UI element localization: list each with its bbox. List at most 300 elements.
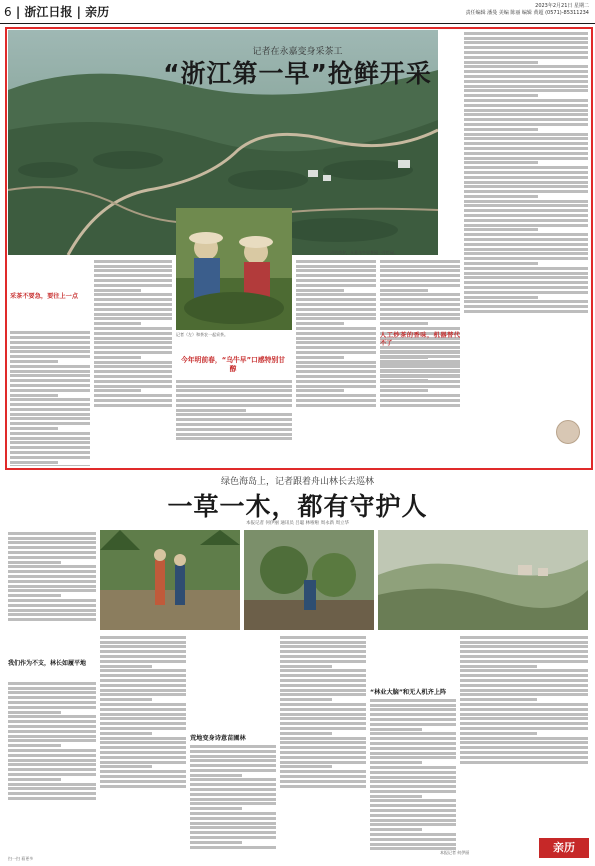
text-line: [94, 399, 172, 402]
text-line: [296, 293, 376, 296]
text-line: [370, 833, 456, 836]
text-line: [380, 360, 460, 363]
text-line: [190, 793, 276, 796]
text-line: [100, 636, 186, 639]
text-line: [464, 224, 588, 227]
text-line: [94, 370, 172, 373]
text-line: [464, 142, 588, 145]
text-line: [464, 89, 588, 92]
text-line: [380, 279, 460, 282]
text-line: [464, 214, 588, 217]
text-line: [8, 787, 96, 790]
text-line: [464, 104, 588, 107]
text-line: [280, 684, 366, 687]
text-line: [370, 838, 456, 841]
text-line: [190, 750, 276, 753]
text-line: [296, 346, 376, 349]
text-line: [280, 780, 366, 783]
text-line: [176, 428, 292, 431]
text-line: [8, 599, 96, 602]
text-line: [296, 274, 376, 277]
text-line: [296, 269, 376, 272]
text-line: [10, 461, 58, 464]
text-line: [370, 699, 456, 702]
article1-subhead-2: 人工炒茶的香味，机器替代不了: [380, 332, 460, 347]
text-line: [100, 765, 152, 768]
text-line: [8, 701, 96, 704]
text-line: [280, 679, 366, 682]
text-line: [464, 65, 588, 68]
text-line: [10, 394, 58, 397]
text-line: [8, 739, 96, 742]
text-line: [100, 689, 186, 692]
text-line: [280, 737, 366, 740]
article2-col4: [280, 634, 366, 850]
text-line: [464, 243, 588, 246]
text-line: [296, 317, 376, 320]
text-line: [464, 166, 588, 169]
masthead-meta: [466, 3, 589, 17]
text-line: [464, 32, 588, 35]
text-line: [296, 265, 376, 268]
footer-left-note: 扫一扫 看更多: [8, 856, 34, 861]
text-line: [8, 551, 96, 554]
text-line: [190, 831, 276, 834]
text-line: [100, 684, 186, 687]
text-line: [176, 437, 292, 440]
text-line: [280, 703, 366, 706]
text-line: [10, 427, 58, 430]
text-line: [380, 394, 460, 397]
article2-col3: [190, 634, 276, 850]
text-line: [8, 768, 96, 771]
text-line: [370, 728, 422, 731]
text-line: [464, 56, 588, 59]
article2-kicker: 绿色海岛上，记者跟着舟山林长去巡林: [220, 477, 374, 487]
article2-byline: 本报记者 何伊丽 通讯员 吕聪 林啦啦 周永新 周立华: [245, 521, 350, 526]
pull-quote: 今年明前春，“乌牛早”口感特别甘醇: [180, 356, 286, 373]
text-line: [190, 841, 242, 844]
text-line: [460, 756, 588, 759]
text-line: [8, 570, 96, 573]
text-line: [280, 689, 366, 692]
article2-col1b: [8, 680, 96, 850]
text-line: [8, 546, 96, 549]
text-line: [460, 689, 588, 692]
text-line: [190, 826, 276, 829]
text-line: [8, 691, 96, 694]
text-line: [8, 792, 96, 795]
text-line: [100, 708, 186, 711]
text-line: [100, 727, 186, 730]
text-line: [280, 751, 366, 754]
text-line: [280, 713, 366, 716]
text-line: [8, 715, 96, 718]
text-line: [8, 604, 96, 607]
text-line: [8, 696, 96, 699]
text-line: [380, 369, 460, 372]
text-line: [8, 744, 61, 747]
text-line: [370, 708, 456, 711]
text-line: [190, 783, 276, 786]
text-line: [296, 298, 376, 301]
text-line: [460, 737, 588, 740]
text-line: [176, 423, 292, 426]
text-line: [10, 451, 90, 454]
article1-col5b: [380, 330, 460, 380]
text-line: [100, 741, 186, 744]
text-line: [10, 403, 90, 406]
text-line: [100, 775, 186, 778]
text-line: [176, 418, 292, 421]
text-line: [10, 437, 90, 440]
text-line: [176, 413, 292, 416]
text-line: [10, 365, 90, 368]
text-line: [94, 308, 172, 311]
text-line: [380, 269, 460, 272]
article1-col3: [176, 378, 292, 466]
text-line: [8, 759, 96, 762]
text-line: [8, 575, 96, 578]
text-line: [464, 61, 538, 64]
text-line: [460, 703, 588, 706]
text-line: [10, 389, 90, 392]
text-line: [464, 171, 588, 174]
text-line: [100, 746, 186, 749]
text-line: [10, 408, 90, 411]
body-text-lines: [176, 380, 292, 441]
text-line: [190, 802, 276, 805]
text-line: [10, 379, 90, 382]
text-line: [464, 99, 588, 102]
text-line: [460, 746, 588, 749]
text-line: [464, 296, 538, 299]
text-line: [370, 795, 422, 798]
text-line: [100, 650, 186, 653]
text-line: [280, 708, 366, 711]
text-line: [296, 375, 376, 378]
text-line: [464, 204, 588, 207]
text-line: [94, 284, 172, 287]
body-text-lines: [94, 260, 172, 407]
text-line: [94, 289, 141, 292]
text-line: [296, 313, 376, 316]
text-line: [280, 650, 366, 653]
text-line: [100, 761, 186, 764]
body-text-lines: [190, 745, 276, 850]
text-line: [464, 200, 588, 203]
text-line: [464, 113, 588, 116]
text-line: [296, 279, 376, 282]
text-line: [464, 75, 588, 78]
text-line: [464, 94, 538, 97]
text-line: [464, 185, 588, 188]
article2-subhead-3: 荒地变身诗意苗圃林: [190, 734, 246, 742]
text-line: [280, 785, 366, 788]
text-line: [380, 289, 428, 292]
text-line: [8, 749, 96, 752]
text-line: [94, 332, 172, 335]
text-line: [464, 147, 588, 150]
text-line: [8, 541, 96, 544]
text-line: [10, 432, 90, 435]
text-line: [380, 274, 460, 277]
tea-picking-photo: [176, 208, 292, 330]
issue-date: 2023年2月21日 星期二: [535, 3, 589, 9]
text-line: [10, 456, 90, 459]
text-line: [280, 669, 366, 672]
text-line: [380, 404, 460, 407]
text-line: [100, 751, 186, 754]
text-line: [190, 798, 276, 801]
text-line: [380, 355, 460, 358]
article1-col6: [464, 30, 588, 420]
text-line: [100, 641, 186, 644]
text-line: [464, 152, 588, 155]
text-line: [8, 763, 96, 766]
text-line: [10, 346, 90, 349]
body-text-lines: [460, 636, 588, 764]
article1-subhead-1: 采茶不要急，要往上一点: [10, 292, 79, 300]
text-line: [8, 609, 96, 612]
text-line: [460, 732, 537, 735]
text-line: [464, 85, 588, 88]
text-line: [296, 370, 376, 373]
text-line: [94, 394, 172, 397]
text-line: [464, 233, 588, 236]
text-line: [10, 422, 90, 425]
text-line: [296, 337, 376, 340]
text-line: [296, 284, 376, 287]
section-name: 亲历: [85, 5, 110, 19]
article2-col2: [100, 634, 186, 850]
text-line: [100, 674, 186, 677]
text-line: [464, 267, 588, 270]
text-line: [296, 308, 376, 311]
text-line: [8, 556, 96, 559]
text-line: [280, 698, 332, 701]
text-line: [460, 636, 588, 639]
text-line: [296, 332, 376, 335]
text-line: [8, 797, 96, 800]
footer-author: 本报记者 何伊丽: [440, 850, 470, 855]
text-line: [280, 645, 366, 648]
text-line: [464, 137, 588, 140]
text-line: [8, 720, 96, 723]
section-logo: 亲历: [539, 838, 589, 858]
text-line: [464, 305, 588, 308]
text-line: [460, 641, 588, 644]
text-line: [380, 389, 428, 392]
text-line: [94, 313, 172, 316]
text-line: [280, 761, 366, 764]
text-line: [10, 336, 90, 339]
text-line: [94, 346, 172, 349]
text-line: [370, 742, 456, 745]
page-header: 6 | 浙江日报 | 亲历: [4, 5, 110, 19]
text-line: [464, 190, 588, 193]
text-line: [100, 655, 186, 658]
text-line: [460, 650, 588, 653]
text-line: [100, 660, 186, 663]
text-line: [94, 341, 172, 344]
text-line: [100, 698, 152, 701]
text-line: [94, 356, 141, 359]
text-line: [100, 737, 186, 740]
text-line: [464, 310, 588, 313]
text-line: [380, 380, 460, 383]
text-line: [460, 761, 588, 764]
text-line: [100, 665, 152, 668]
text-line: [280, 674, 366, 677]
text-line: [370, 790, 456, 793]
text-line: [100, 703, 186, 706]
text-line: [464, 118, 588, 121]
article1-title: “浙江第一早”抢鲜开采: [163, 59, 432, 88]
body-text-lines: [280, 636, 366, 788]
text-line: [370, 804, 456, 807]
text-line: [296, 341, 376, 344]
text-line: [380, 350, 460, 353]
text-line: [100, 722, 186, 725]
text-line: [380, 284, 460, 287]
text-line: [176, 433, 292, 436]
text-line: [190, 755, 276, 758]
text-line: [190, 807, 242, 810]
forest-photo-1: [100, 530, 240, 630]
text-line: [464, 161, 538, 164]
text-line: [380, 322, 428, 325]
text-line: [10, 355, 90, 358]
text-line: [190, 778, 276, 781]
text-line: [10, 370, 90, 373]
text-line: [8, 706, 96, 709]
article2-title: 一草一木，都有守护人: [167, 492, 428, 521]
text-line: [8, 730, 96, 733]
text-line: [176, 385, 292, 388]
text-line: [464, 291, 588, 294]
text-line: [460, 708, 588, 711]
text-line: [94, 365, 172, 368]
phone-number: (0571)-85311234: [545, 10, 589, 16]
text-line: [370, 756, 456, 759]
text-line: [10, 446, 90, 449]
text-line: [296, 260, 376, 263]
text-line: [380, 308, 460, 311]
text-line: [190, 764, 276, 767]
text-line: [190, 759, 276, 762]
text-line: [370, 737, 456, 740]
text-line: [100, 679, 186, 682]
text-line: [100, 693, 186, 696]
text-line: [10, 441, 90, 444]
text-line: [464, 46, 588, 49]
text-line: [460, 665, 537, 668]
text-line: [460, 669, 588, 672]
text-line: [370, 713, 456, 716]
text-line: [280, 765, 332, 768]
text-line: [280, 722, 366, 725]
text-line: [280, 655, 366, 658]
text-line: [176, 399, 292, 402]
text-line: [176, 380, 292, 383]
text-line: [380, 303, 460, 306]
text-line: [280, 693, 366, 696]
text-line: [370, 819, 456, 822]
text-line: [8, 594, 61, 597]
text-line: [280, 641, 366, 644]
text-line: [100, 645, 186, 648]
text-line: [190, 822, 276, 825]
body-text-lines: [8, 532, 96, 621]
article1-col4: [296, 258, 376, 466]
text-line: [280, 746, 366, 749]
text-line: [464, 133, 588, 136]
text-line: [94, 337, 172, 340]
article2-col6: [460, 634, 588, 814]
text-line: [464, 257, 588, 260]
text-line: [280, 660, 366, 663]
text-line: [460, 674, 588, 677]
text-line: [8, 561, 61, 564]
text-line: [460, 655, 588, 658]
text-line: [100, 713, 186, 716]
text-line: [380, 379, 428, 380]
text-line: [464, 157, 588, 160]
text-line: [296, 361, 376, 364]
text-line: [370, 771, 456, 774]
text-line: [380, 364, 460, 367]
body-text-lines: [370, 699, 456, 850]
text-line: [8, 532, 96, 535]
text-line: [464, 195, 538, 198]
text-line: [10, 374, 90, 377]
article2-subhead-2: “林业大脑”和无人机齐上阵: [370, 688, 447, 696]
text-line: [464, 80, 588, 83]
text-line: [464, 252, 588, 255]
article2-subhead-1: 我们作为不支，林长如履平地: [8, 660, 87, 667]
text-line: [8, 773, 96, 776]
body-text-lines: [296, 260, 376, 407]
text-line: [296, 303, 376, 306]
text-line: [8, 618, 96, 621]
article1-col1: [10, 258, 90, 466]
text-line: [460, 693, 588, 696]
text-line: [464, 276, 588, 279]
text-line: [94, 404, 172, 407]
article1-kicker: 记者在永嘉变身采茶工: [252, 47, 343, 57]
text-line: [8, 589, 96, 592]
text-line: [460, 698, 537, 701]
text-line: [280, 717, 366, 720]
text-line: [94, 279, 172, 282]
text-line: [370, 799, 456, 802]
text-line: [296, 356, 344, 359]
text-line: [464, 176, 588, 179]
text-line: [380, 374, 460, 377]
text-line: [370, 732, 456, 735]
text-line: [8, 682, 96, 685]
text-line: [464, 286, 588, 289]
text-line: [94, 274, 172, 277]
text-line: [10, 360, 58, 363]
text-line: [190, 769, 276, 772]
text-line: [370, 747, 456, 750]
article2-col5: [370, 634, 456, 850]
forest-photo-3: [378, 530, 588, 630]
text-line: [370, 718, 456, 721]
text-line: [296, 394, 376, 397]
